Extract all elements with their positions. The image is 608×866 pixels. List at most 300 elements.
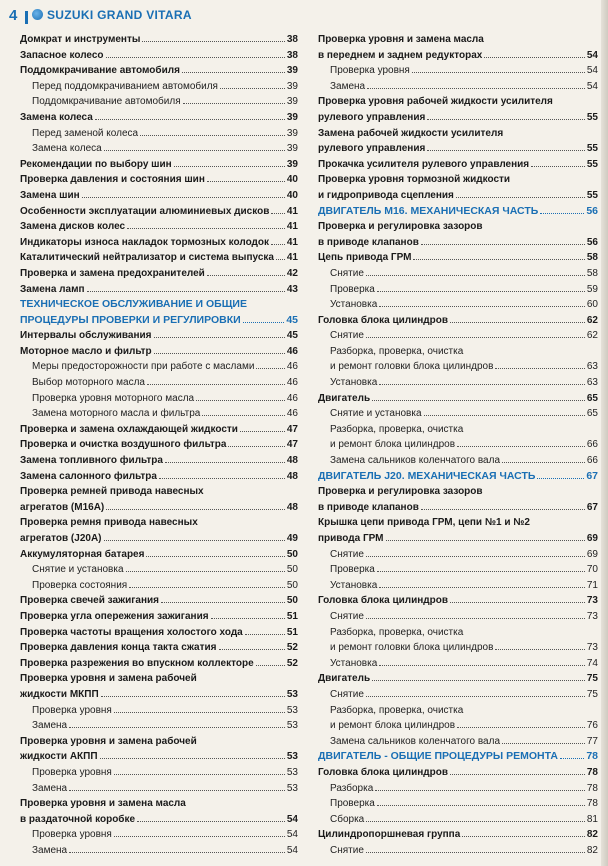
toc-entry-page: 46 — [286, 408, 298, 420]
toc-entry-title: Моторное масло и фильтр — [20, 345, 152, 357]
dot-leader — [379, 375, 585, 385]
toc-entry-title: Проверка и замена предохранителей — [20, 267, 205, 279]
toc-entry-line: Проверка и регулировка зазоров — [318, 486, 483, 498]
toc-entry-page: 48 — [286, 470, 298, 482]
dot-leader — [161, 593, 285, 603]
toc-entry[interactable] — [318, 812, 598, 828]
dot-leader — [211, 609, 285, 619]
toc-entry-page: 55 — [586, 143, 598, 155]
dot-leader — [540, 204, 584, 214]
toc-entry-page: 46 — [286, 345, 298, 357]
toc-entry-title: Поддомкрачивание автомобиля — [32, 96, 181, 108]
toc-entry-page: 67 — [586, 469, 598, 482]
toc-entry[interactable] — [318, 188, 598, 204]
toc-entry-page: 38 — [286, 49, 298, 61]
toc-entry[interactable] — [20, 328, 298, 344]
toc-entry-line: Разборка, проверка, очистка — [330, 423, 464, 435]
toc-entry-title: Замена колеса — [32, 143, 102, 155]
toc-section-heading[interactable] — [318, 749, 598, 765]
toc-entry-title: Снятие и установка — [330, 408, 422, 420]
toc-entry[interactable] — [318, 500, 598, 516]
toc-entry-line: Проверка уровня тормозной жидкости — [318, 174, 511, 186]
toc-entry[interactable] — [20, 79, 298, 95]
toc-entry[interactable] — [20, 718, 298, 734]
toc-section-heading[interactable] — [20, 313, 298, 329]
toc-entry-title: Проверка — [330, 798, 375, 810]
toc-entry[interactable] — [20, 266, 298, 282]
toc-entry-page: 65 — [586, 408, 598, 420]
toc-entry[interactable] — [20, 469, 298, 485]
toc-entry[interactable] — [20, 282, 298, 298]
toc-entry[interactable] — [20, 375, 298, 391]
toc-entry-page: 50 — [286, 548, 298, 560]
toc-entry-page: 46 — [286, 377, 298, 389]
dot-leader — [126, 562, 285, 572]
dot-leader — [114, 703, 285, 713]
toc-entry[interactable] — [20, 843, 298, 859]
toc-entry[interactable] — [318, 406, 598, 422]
toc-entry-title: Снятие — [330, 688, 364, 700]
toc-entry[interactable] — [318, 48, 598, 64]
brand-title: SUZUKI GRAND VITARA — [47, 8, 192, 22]
toc-entry[interactable] — [318, 110, 598, 126]
dot-leader — [366, 609, 585, 619]
toc-entry-page: 56 — [586, 236, 598, 248]
toc-entry[interactable] — [20, 406, 298, 422]
dot-leader — [220, 79, 285, 89]
toc-entry[interactable] — [20, 453, 298, 469]
dot-leader — [245, 625, 285, 635]
toc-entry-title: Проверка — [330, 283, 375, 295]
dot-leader — [379, 297, 585, 307]
toc-entry[interactable] — [20, 157, 298, 173]
dot-leader — [106, 500, 285, 510]
toc-entry-page: 70 — [586, 564, 598, 576]
toc-entry-page: 65 — [586, 392, 598, 404]
toc-entry[interactable] — [20, 765, 298, 781]
toc-entry-page: 69 — [586, 548, 598, 560]
toc-entry[interactable] — [318, 843, 598, 859]
dot-leader — [129, 578, 285, 588]
toc-entry-title: Проверка и очистка воздушного фильтра — [20, 439, 227, 451]
toc-entry[interactable] — [20, 749, 298, 765]
dot-leader — [366, 687, 585, 697]
toc-entry-title: и ремонт блока цилиндров — [330, 439, 456, 451]
toc-entry-page: 53 — [286, 782, 298, 794]
dot-leader — [183, 94, 285, 104]
toc-entry-page: 66 — [586, 439, 598, 451]
toc-entry[interactable] — [318, 734, 598, 750]
toc-entry[interactable] — [20, 391, 298, 407]
toc-entry-title: в приводе клапанов — [318, 501, 419, 513]
toc-entry-page: 46 — [286, 361, 298, 373]
toc-entry-page: 39 — [286, 158, 298, 170]
dot-leader — [127, 219, 285, 229]
toc-entry[interactable] — [20, 437, 298, 453]
dot-leader — [202, 406, 285, 416]
dot-leader — [182, 63, 285, 73]
toc-entry-title: Проверка уровня моторного масла — [32, 392, 195, 404]
dot-leader — [421, 500, 585, 510]
toc-entry-title: Цилиндропоршневая группа — [318, 829, 461, 841]
toc-entry[interactable] — [318, 453, 598, 469]
dot-leader — [495, 640, 584, 650]
toc-entry[interactable] — [20, 812, 298, 828]
toc-entry-title: агрегатов (J20A) — [20, 533, 102, 544]
toc-entry-title: Поддомкрачивание автомобиля — [20, 65, 180, 77]
toc-entry-line: Замена рабочей жидкости усилителя — [318, 127, 504, 139]
toc-entry-page: 71 — [586, 579, 598, 591]
toc-entry-page: 66 — [586, 455, 598, 467]
toc-entry[interactable] — [20, 562, 298, 578]
toc-entry-title: жидкости АКПП — [20, 751, 98, 763]
toc-entry-line: Проверка уровня и замена масла — [20, 798, 186, 810]
dot-leader — [207, 266, 285, 276]
dot-leader — [456, 188, 585, 198]
toc-entry[interactable] — [318, 531, 598, 547]
toc-right-column — [318, 32, 598, 858]
toc-section-heading[interactable] — [318, 204, 598, 220]
toc-entry[interactable] — [20, 63, 298, 79]
toc-entry-line: ТЕХНИЧЕСКОЕ ОБСЛУЖИВАНИЕ И ОБЩИЕ — [20, 298, 247, 311]
dot-leader — [377, 282, 585, 292]
toc-entry-page: 54 — [586, 80, 598, 92]
toc-entry-page: 41 — [286, 205, 298, 217]
toc-entry-page: 42 — [286, 267, 298, 279]
toc-entry-page: 53 — [286, 688, 298, 700]
toc-entry-title: Проверка и замена охлаждающей жидкости — [20, 423, 238, 435]
toc-entry-title: Замена салонного фильтра — [20, 470, 157, 482]
toc-entry-page: 50 — [286, 595, 298, 607]
toc-entry-title: Сборка — [330, 813, 365, 825]
toc-entry-title: Замена — [32, 720, 68, 732]
toc-entry-title: Замена шин — [20, 189, 80, 201]
dot-leader — [457, 718, 585, 728]
dot-leader — [104, 141, 285, 151]
dot-leader — [114, 827, 285, 837]
toc-entry-page: 39 — [286, 65, 298, 77]
toc-entry[interactable] — [20, 531, 298, 547]
toc-entry[interactable] — [20, 250, 298, 266]
toc-entry-title: Установка — [330, 377, 378, 389]
toc-entry-title: Прокачка усилителя рулевого управления — [318, 158, 530, 170]
toc-entry[interactable] — [20, 219, 298, 235]
toc-entry-title: Домкрат и инструменты — [20, 34, 141, 45]
toc-entry[interactable] — [318, 718, 598, 734]
toc-entry-page: 53 — [286, 751, 298, 763]
toc-entry-title: Интервалы обслуживания — [20, 330, 152, 342]
toc-entry[interactable] — [318, 578, 598, 594]
toc-entry-page: 50 — [286, 579, 298, 591]
dot-leader — [531, 157, 585, 167]
toc-entry-title: Замена сальников коленчатого вала — [330, 735, 501, 747]
toc-entry[interactable] — [318, 250, 598, 266]
dot-leader — [366, 812, 585, 822]
toc-entry-title: Замена — [32, 782, 68, 794]
toc-entry[interactable] — [318, 63, 598, 79]
toc-entry-title: Замена топливного фильтра — [20, 455, 163, 467]
toc-entry-page: 39 — [286, 127, 298, 139]
dot-leader — [495, 359, 584, 369]
toc-entry[interactable] — [318, 781, 598, 797]
toc-entry-title: Рекомендации по выбору шин — [20, 158, 172, 170]
toc-entry-page: 54 — [286, 844, 298, 856]
toc-entry-title: Установка — [330, 579, 378, 591]
toc-entry-page: 75 — [586, 688, 598, 700]
toc-entry[interactable] — [20, 609, 298, 625]
toc-entry[interactable] — [20, 344, 298, 360]
dot-leader — [377, 796, 585, 806]
toc-entry-page: 46 — [286, 392, 298, 404]
toc-entry-title: Проверка уровня — [32, 829, 112, 841]
toc-entry-page: 67 — [586, 501, 598, 513]
toc-entry[interactable] — [318, 765, 598, 781]
toc-section-heading[interactable] — [318, 469, 598, 485]
toc-entry-title: ПРОЦЕДУРЫ ПРОВЕРКИ И РЕГУЛИРОВКИ — [20, 313, 241, 326]
toc-entry[interactable] — [318, 640, 598, 656]
dot-leader — [412, 63, 585, 73]
dot-leader — [484, 48, 585, 58]
toc-entry[interactable] — [20, 640, 298, 656]
dot-leader — [228, 437, 284, 447]
dot-leader — [372, 391, 585, 401]
toc-entry[interactable] — [20, 359, 298, 375]
toc-entry-page: 78 — [586, 750, 598, 763]
page-number: 4 — [9, 7, 18, 24]
toc-entry-page: 63 — [586, 361, 598, 373]
toc-entry-title: Двигатель — [318, 673, 371, 685]
dot-leader — [240, 422, 285, 432]
dot-leader — [140, 126, 285, 136]
toc-entry-title: рулевого управления — [318, 143, 426, 155]
toc-entry-title: Замена сальников коленчатого вала — [330, 455, 501, 467]
toc-entry-title: Запасное колесо — [20, 49, 104, 61]
toc-entry-page: 73 — [586, 595, 598, 607]
dot-leader — [386, 531, 585, 541]
dot-leader — [106, 48, 285, 58]
toc-entry[interactable] — [20, 656, 298, 672]
toc-entry[interactable] — [318, 79, 598, 95]
toc-entry-page: 51 — [286, 626, 298, 638]
toc-entry-title: Установка — [330, 657, 378, 669]
toc-entry-line: Проверка уровня рабочей жидкости усилителя — [318, 96, 553, 108]
toc-entry-page: 69 — [586, 533, 598, 544]
toc-entry-title: Меры предосторожности при работе с маслами — [32, 361, 255, 373]
toc-entry[interactable] — [318, 796, 598, 812]
toc-entry-page: 40 — [286, 189, 298, 201]
toc-entry-title: жидкости МКПП — [20, 688, 99, 700]
toc-entry-title: Проверка уровня — [32, 704, 112, 716]
dot-leader — [537, 469, 584, 479]
toc-entry[interactable] — [318, 687, 598, 703]
toc-entry-title: Замена колеса — [20, 111, 93, 123]
toc-entry-title: Проверка давления и состояния шин — [20, 174, 205, 186]
toc-entry-title: Замена ламп — [20, 283, 85, 295]
dot-leader — [421, 235, 585, 245]
toc-entry[interactable] — [20, 188, 298, 204]
toc-entry[interactable] — [318, 656, 598, 672]
toc-entry-title: Проверка угла опережения зажигания — [20, 610, 209, 622]
toc-entry-title: Перед поддомкрачиванием автомобиля — [32, 80, 218, 92]
toc-entry[interactable] — [318, 235, 598, 251]
page-spine-shadow — [601, 0, 608, 866]
dot-leader — [87, 282, 285, 292]
dot-leader — [219, 640, 285, 650]
dot-leader — [147, 375, 285, 385]
toc-entry[interactable] — [20, 204, 298, 220]
toc-entry-page: 75 — [586, 673, 598, 685]
dot-leader — [424, 406, 585, 416]
toc-entry[interactable] — [318, 282, 598, 298]
toc-entry-title: и гидропривода сцепления — [318, 189, 454, 201]
brand-logo-icon — [32, 9, 43, 20]
toc-entry-page: 54 — [286, 829, 298, 841]
toc-entry[interactable] — [318, 547, 598, 563]
toc-entry-page: 51 — [286, 610, 298, 622]
dot-leader — [377, 562, 585, 572]
page-header — [0, 0, 608, 28]
toc-entry[interactable] — [20, 32, 298, 48]
toc-entry-title: рулевого управления — [318, 111, 426, 123]
toc-entry[interactable] — [318, 141, 598, 157]
toc-entry-page: 55 — [586, 111, 598, 123]
toc-entry[interactable] — [20, 500, 298, 516]
toc-entry[interactable] — [20, 48, 298, 64]
dot-leader — [256, 359, 284, 369]
toc-entry-page: 82 — [586, 844, 598, 856]
toc-entry-page: 41 — [286, 252, 298, 264]
toc-entry-title: Установка — [330, 299, 378, 311]
toc-entry[interactable] — [20, 781, 298, 797]
toc-entry-page: 54 — [586, 49, 598, 61]
toc-entry-title: Замена — [330, 80, 366, 92]
toc-entry-title: Аккумуляторная батарея — [20, 548, 145, 560]
toc-entry-page: 48 — [286, 455, 298, 467]
toc-entry-page: 54 — [586, 65, 598, 77]
toc-entry-title: привода ГРМ — [318, 533, 384, 544]
toc-entry[interactable] — [20, 593, 298, 609]
toc-entry[interactable] — [318, 328, 598, 344]
toc-entry[interactable] — [20, 703, 298, 719]
dot-leader — [366, 328, 585, 338]
toc-entry-page: 78 — [586, 766, 598, 778]
toc-entry-page: 52 — [286, 657, 298, 669]
dot-leader — [457, 437, 585, 447]
toc-entry-page: 63 — [586, 377, 598, 389]
toc-entry[interactable] — [318, 437, 598, 453]
toc-entry-page: 55 — [586, 189, 598, 201]
toc-entry[interactable] — [20, 110, 298, 126]
toc-entry[interactable] — [318, 593, 598, 609]
toc-entry-title: Замена моторного масла и фильтра — [32, 408, 201, 420]
toc-entry-title: Проверка давления конца такта сжатия — [20, 642, 217, 654]
toc-entry-title: в переднем и заднем редукторах — [318, 49, 483, 61]
toc-entry[interactable] — [20, 141, 298, 157]
toc-entry[interactable] — [318, 671, 598, 687]
toc-entry-page: 39 — [286, 96, 298, 108]
toc-entry[interactable] — [318, 609, 598, 625]
toc-entry[interactable] — [318, 157, 598, 173]
toc-entry-page: 39 — [286, 80, 298, 92]
toc-entry-title: Разборка — [330, 782, 374, 794]
toc-entry-title: в раздаточной коробке — [20, 813, 136, 825]
toc-entry[interactable] — [20, 172, 298, 188]
dot-leader — [502, 453, 585, 463]
dot-leader — [174, 157, 285, 167]
toc-entry-page: 78 — [586, 798, 598, 810]
dot-leader — [271, 204, 285, 214]
toc-entry[interactable] — [318, 359, 598, 375]
toc-entry-page: 47 — [286, 439, 298, 451]
dot-leader — [82, 188, 285, 198]
toc-entry-line: Разборка, проверка, очистка — [330, 345, 464, 357]
toc-entry-page: 53 — [286, 766, 298, 778]
dot-leader — [502, 734, 585, 744]
dot-leader — [95, 110, 285, 120]
toc-entry[interactable] — [20, 94, 298, 110]
toc-entry-title: Каталитический нейтрализатор и система выпуска — [20, 252, 274, 264]
dot-leader — [104, 531, 285, 541]
dot-leader — [207, 172, 285, 182]
toc-entry-title: Головка блока цилиндров — [318, 766, 448, 778]
toc-entry[interactable] — [318, 297, 598, 313]
dot-leader — [271, 235, 285, 245]
dot-leader — [366, 547, 585, 557]
dot-leader — [165, 453, 285, 463]
toc-entry-title: Снятие — [330, 330, 364, 342]
toc-entry-line: Проверка и регулировка зазоров — [318, 221, 483, 233]
toc-entry[interactable] — [318, 391, 598, 407]
toc-entry[interactable] — [318, 313, 598, 329]
toc-entry-page: 74 — [586, 657, 598, 669]
toc-entry-line: Крышка цепи привода ГРМ, цепи №1 и №2 — [318, 517, 530, 529]
toc-entry[interactable] — [20, 235, 298, 251]
toc-entry[interactable] — [20, 126, 298, 142]
toc-entry-page: 73 — [586, 610, 598, 622]
toc-entry[interactable] — [318, 375, 598, 391]
dot-leader — [137, 812, 285, 822]
toc-entry[interactable] — [318, 266, 598, 282]
toc-entry[interactable] — [20, 578, 298, 594]
dot-leader — [243, 313, 285, 323]
toc-entry[interactable] — [20, 547, 298, 563]
toc-entry-page: 40 — [286, 174, 298, 186]
toc-entry[interactable] — [20, 827, 298, 843]
toc-entry[interactable] — [318, 827, 598, 843]
dot-leader — [100, 749, 285, 759]
toc-entry-page: 41 — [286, 221, 298, 233]
dot-leader — [372, 671, 585, 681]
toc-entry-line: Разборка, проверка, очистка — [330, 704, 464, 716]
dot-leader — [366, 843, 585, 853]
toc-entry[interactable] — [20, 687, 298, 703]
toc-entry-page: 45 — [286, 313, 298, 326]
toc-entry-title: Снятие — [330, 548, 364, 560]
toc-entry-title: Снятие и установка — [32, 564, 124, 576]
toc-entry-title: Проверка состояния — [32, 579, 128, 591]
dot-leader — [196, 391, 285, 401]
toc-entry-title: Двигатель — [318, 392, 371, 404]
toc-entry-page: 73 — [586, 642, 598, 654]
toc-entry[interactable] — [20, 422, 298, 438]
toc-entry-page: 38 — [286, 34, 298, 45]
toc-entry[interactable] — [318, 562, 598, 578]
toc-entry[interactable] — [20, 625, 298, 641]
toc-entry-line: Проверка уровня и замена рабочей — [20, 673, 197, 685]
toc-entry-page: 53 — [286, 704, 298, 716]
dot-leader — [101, 687, 285, 697]
toc-entry-page: 55 — [586, 158, 598, 170]
